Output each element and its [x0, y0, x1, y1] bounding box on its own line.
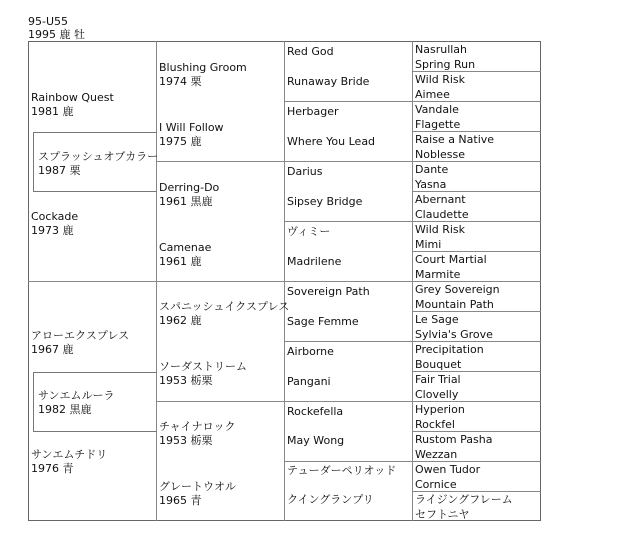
- ancestor-name: Airborne: [287, 345, 334, 358]
- horse-id: 95-U55: [28, 15, 69, 28]
- ancestor-name: ソーダストリーム: [159, 360, 247, 373]
- ancestor-name: Grey Sovereign: [415, 283, 500, 296]
- ancestor-name: Raise a Native: [415, 133, 495, 146]
- ancestor-name: Rainbow Quest: [31, 91, 114, 104]
- ancestor-name: Sylvia's Grove: [415, 328, 493, 341]
- ancestor-name: Clovelly: [415, 388, 459, 401]
- ancestor-info: 1953 栃栗: [159, 434, 213, 447]
- ancestor-name: Nasrullah: [415, 43, 468, 56]
- ancestor-name: Marmite: [415, 268, 461, 281]
- ancestor-name: Sipsey Bridge: [287, 195, 363, 208]
- ancestor-name: Madrilene: [287, 255, 342, 268]
- ancestor-info: 1974 栗: [159, 75, 202, 88]
- ancestor-name: ヴィミー: [287, 225, 331, 238]
- ancestor-name: Owen Tudor: [415, 463, 481, 476]
- row-divider: [284, 461, 541, 462]
- ancestor-name: Mountain Path: [415, 298, 494, 311]
- ancestor-name: グレートウオル: [159, 480, 236, 493]
- ancestor-name: テューダーペリオッド: [287, 464, 397, 477]
- ancestor-info: 1965 青: [159, 494, 202, 507]
- ancestor-name: Le Sage: [415, 313, 459, 326]
- ancestor-name: Mimi: [415, 238, 442, 251]
- row-divider: [284, 101, 541, 102]
- ancestor-name: Sovereign Path: [287, 285, 370, 298]
- ancestor-name: Precipitation: [415, 343, 484, 356]
- row-divider: [156, 401, 541, 402]
- ancestor-name: Yasna: [415, 178, 447, 191]
- ancestor-name: サンエムルーラ: [38, 389, 115, 402]
- ancestor-name: Rockefella: [287, 405, 344, 418]
- row-divider: [28, 281, 541, 282]
- ancestor-name: Where You Lead: [287, 135, 376, 148]
- ancestor-name: Aimee: [415, 88, 450, 101]
- ancestor-name: Sage Femme: [287, 315, 359, 328]
- ancestor-name: Fair Trial: [415, 373, 461, 386]
- ancestor-name: I Will Follow: [159, 121, 224, 134]
- ancestor-info: 1962 鹿: [159, 314, 202, 327]
- horse-birth-info: 1995 鹿 牡: [28, 28, 85, 41]
- ancestor-name: スパニッシュイクスプレス: [159, 300, 290, 313]
- ancestor-name: ライジングフレーム: [415, 493, 513, 506]
- ancestor-name: Wild Risk: [415, 223, 466, 236]
- ancestor-name: Dante: [415, 163, 449, 176]
- ancestor-name: May Wong: [287, 434, 345, 447]
- ancestor-name: Bouquet: [415, 358, 462, 371]
- ancestor-name: Runaway Bride: [287, 75, 370, 88]
- ancestor-name: チャイナロック: [159, 420, 236, 433]
- ancestor-name: Red God: [287, 45, 334, 58]
- ancestor-name: Flagette: [415, 118, 461, 131]
- sire-name: スプラッシュオブカラー: [38, 150, 159, 163]
- row-divider: [156, 161, 541, 162]
- ancestor-name: Noblesse: [415, 148, 465, 161]
- ancestor-info: 1967 鹿: [31, 343, 74, 356]
- ancestor-name: Derring-Do: [159, 181, 220, 194]
- ancestor-name: Wezzan: [415, 448, 458, 461]
- ancestor-name: Rockfel: [415, 418, 455, 431]
- row-divider: [284, 341, 541, 342]
- ancestor-name: Wild Risk: [415, 73, 466, 86]
- ancestor-info: 1981 鹿: [31, 105, 74, 118]
- ancestor-name: Herbager: [287, 105, 339, 118]
- ancestor-name: Cornice: [415, 478, 457, 491]
- sire-info: 1987 栗: [38, 164, 81, 177]
- ancestor-name: Claudette: [415, 208, 469, 221]
- ancestor-name: Abernant: [415, 193, 466, 206]
- ancestor-name: Cockade: [31, 210, 79, 223]
- ancestor-name: Hyperion: [415, 403, 465, 416]
- ancestor-name: クイングランプリ: [287, 493, 374, 506]
- ancestor-name: Blushing Groom: [159, 61, 247, 74]
- ancestor-name: Vandale: [415, 103, 459, 116]
- ancestor-name: アローエクスプレス: [31, 329, 130, 342]
- ancestor-name: Darius: [287, 165, 323, 178]
- ancestor-name: Spring Run: [415, 58, 476, 71]
- ancestor-name: Court Martial: [415, 253, 487, 266]
- ancestor-info: 1975 鹿: [159, 135, 202, 148]
- ancestor-info: 1961 鹿: [159, 255, 202, 268]
- ancestor-name: Rustom Pasha: [415, 433, 493, 446]
- row-divider: [284, 221, 541, 222]
- ancestor-info: 1961 黒鹿: [159, 195, 213, 208]
- dam-info: 1976 青: [31, 462, 74, 475]
- ancestor-name: セフトニヤ: [415, 508, 470, 521]
- dam-name: サンエムチドリ: [31, 448, 108, 461]
- ancestor-info: 1982 黒鹿: [38, 403, 92, 416]
- ancestor-info: 1953 栃栗: [159, 374, 213, 387]
- ancestor-info: 1973 鹿: [31, 224, 74, 237]
- ancestor-name: Camenae: [159, 241, 212, 254]
- ancestor-name: Pangani: [287, 375, 331, 388]
